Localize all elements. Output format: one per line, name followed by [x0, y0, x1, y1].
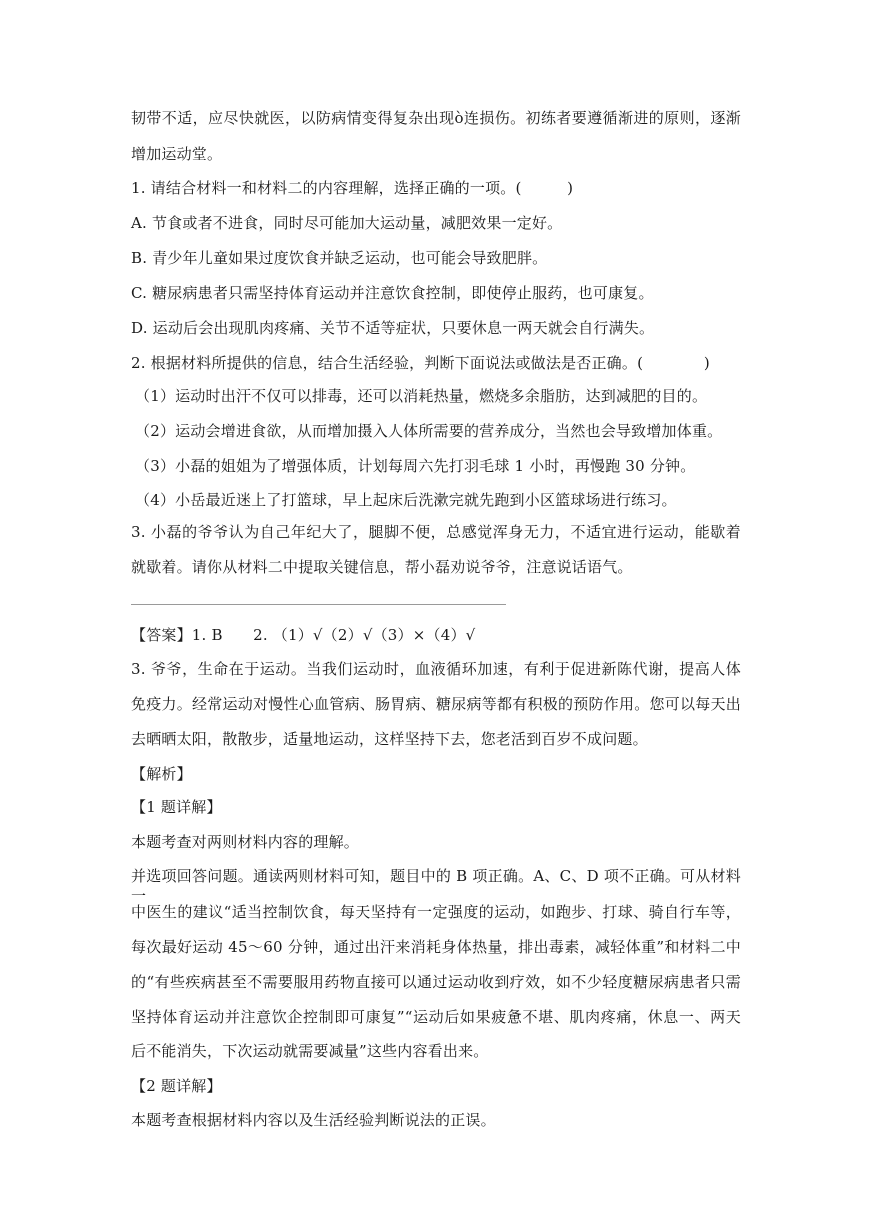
answer-3-line: 去晒晒太阳，散散步，适量地运动，这样坚持下去，您老活到百岁不成问题。	[131, 730, 648, 748]
section-divider	[131, 604, 506, 605]
question-3-stem-line: 就歇着。请你从材料二中提取关键信息，帮小磊劝说爷爷，注意说话语气。	[131, 558, 633, 576]
answer-line: 【答案】1. B 2. （1）√（2）√（3）×（4）√	[131, 626, 476, 644]
question-2-item-4: （4）小岳最近迷上了打篮球，早上起床后洗漱完就先跑到小区篮球场进行练习。	[135, 491, 677, 509]
question-2-stem: 2. 根据材料所提供的信息，结合生活经验，判断下面说法或做法是否正确。( )	[131, 354, 710, 372]
question-2-item-2: （2）运动会增进食欲，从而增加摄入人体所需要的营养成分，当然也会导致增加体重。	[135, 422, 723, 440]
detail-1-paragraph-line: 每次最好运动 45～60 分钟，通过出汗来消耗身体热量，排出毒素，减轻体重”和材料二中	[131, 938, 741, 956]
question-2-item-3: （3）小磊的姐姐为了增强体质，计划每周六先打羽毛球 1 小时，再慢跑 30 分钟。	[135, 457, 696, 475]
paragraph-continuation-line: 韧带不适，应尽快就医，以防病情变得复杂出现ò连损伤。初练者要遵循渐进的原则，逐渐	[131, 109, 741, 127]
analysis-heading: 【解析】	[131, 765, 192, 783]
detail-2-heading: 【2 题详解】	[131, 1077, 222, 1095]
detail-1-paragraph-line: 的“有些疾病甚至不需要服用药物直接可以通过运动收到疗效，如不少轻度糖尿病患者只需	[131, 973, 741, 991]
detail-2-paragraph-line: 本题考查根据材料内容以及生活经验判断说法的正误。	[131, 1111, 496, 1129]
detail-1-paragraph-line: 坚持体育运动并注意饮企控制即可康复”“运动后如果疲惫不堪、肌肉疼痛，休息一、两天	[131, 1008, 741, 1026]
detail-1-heading: 【1 题详解】	[131, 798, 222, 816]
detail-1-paragraph-line: 后不能消失，下次运动就需要减量”这些内容看出来。	[131, 1042, 489, 1060]
question-1-option-c: C. 糖尿病患者只需坚持体育运动并注意饮食控制，即使停止服药，也可康复。	[131, 284, 654, 302]
detail-1-paragraph-line: 本题考查对两则材料内容的理解。	[131, 833, 360, 851]
question-3-stem-line: 3. 小磊的爷爷认为自己年纪大了，腿脚不便，总感觉浑身无力，不适宜进行运动，能歇着	[131, 523, 741, 541]
paragraph-continuation-line: 增加运动堂。	[131, 145, 223, 163]
question-1-option-a: A. 节食或者不进食，同时尽可能加大运动量，减肥效果一定好。	[131, 214, 563, 232]
question-1-stem: 1. 请结合材料一和材料二的内容理解，选择正确的一项。( )	[131, 179, 574, 197]
detail-1-paragraph-line: 并选项回答问题。通读两则材料可知，题目中的 B 项正确。A、C、D 项不正确。可从材料一	[131, 867, 741, 905]
detail-1-paragraph-line: 中医生的建议“适当控制饮食，每天坚持有一定强度的运动，如跑步、打球、骑自行车等，	[131, 903, 741, 921]
question-1-option-b: B. 青少年儿童如果过度饮食并缺乏运动，也可能会导致肥胖。	[131, 249, 548, 267]
answer-3-line: 免疫力。经常运动对慢性心血管病、肠胃病、糖尿病等都有积极的预防作用。您可以每天出	[131, 695, 741, 713]
question-2-item-1: （1）运动时出汗不仅可以排毒，还可以消耗热量，燃烧多余脂肪，达到减肥的目的。	[135, 387, 708, 405]
answer-3-line: 3. 爷爷，生命在于运动。当我们运动时，血液循环加速，有利于促进新陈代谢，提高人体	[131, 660, 741, 678]
question-1-option-d: D. 运动后会出现肌肉疼痛、关节不适等症状，只要休息一两天就会自行满失。	[131, 319, 655, 337]
